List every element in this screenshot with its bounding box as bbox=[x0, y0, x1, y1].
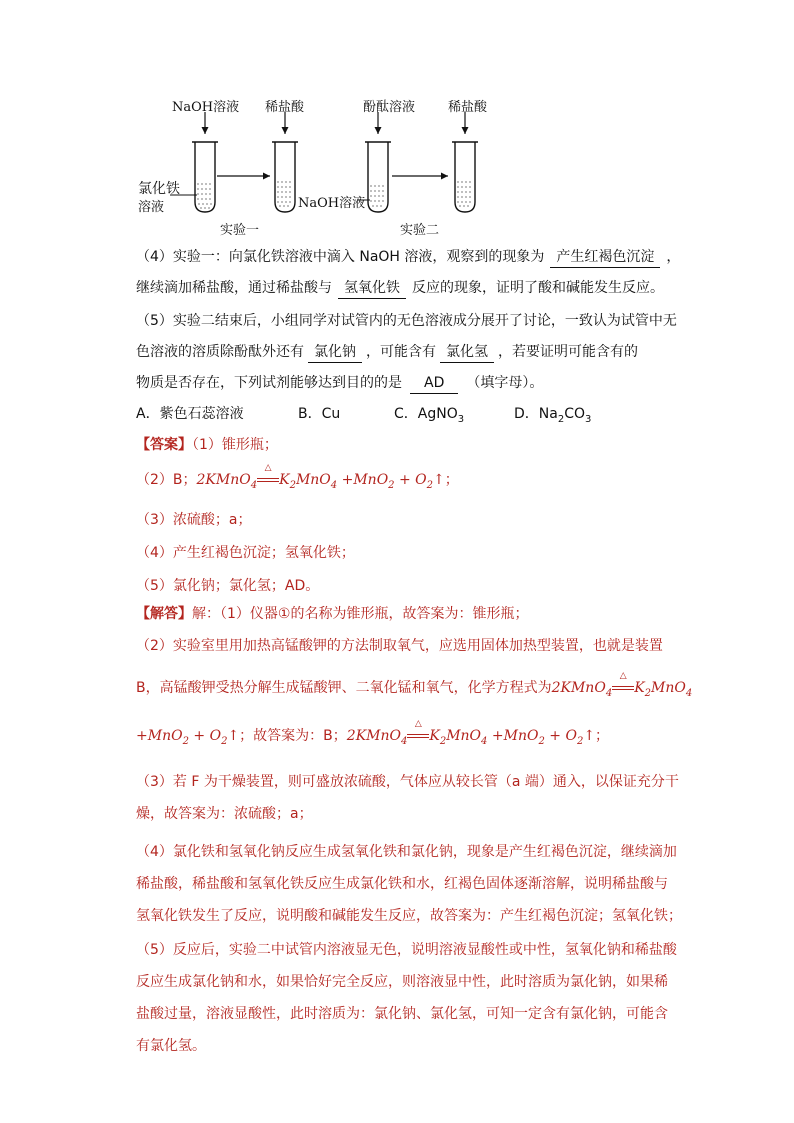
fecl3-label-2: 溶液 bbox=[138, 200, 165, 215]
option-b: B．Cu bbox=[298, 406, 341, 422]
equation-solution-2: 2KMnO$_4$ △ $K_2MnO_4 +MnO_2$ + $O_2↑$ bbox=[346, 718, 596, 747]
experiment-1-label: 实验一 bbox=[220, 223, 260, 238]
q5-blank-1: 氯化钠 bbox=[308, 342, 362, 363]
answer-line-2: （2）B；2KMnO$_4$ △ $K_2MnO_4 +MnO_2$ + $O_2↑$； bbox=[136, 463, 459, 491]
q5-blank-2: 氯化氢 bbox=[440, 342, 494, 363]
hcl-label-2: 稀盐酸 bbox=[448, 100, 488, 115]
test-tube-4 bbox=[452, 142, 478, 212]
question-4: （4）实验一：向氯化铁溶液中滴入 NaOH 溶液，观察到的现象为 产生红褐色沉淀 ， 继续滴加稀盐酸，通过稀盐酸与 氢氧化铁 反应的现象，证明了酸和碱能发生反应。 bbox=[136, 242, 696, 304]
naoh-side-label: NaOH溶液 bbox=[298, 196, 366, 211]
q5-blank-3: AD bbox=[410, 373, 458, 394]
phenolphthalein-label: 酚酞溶液 bbox=[363, 100, 416, 115]
fecl3-label: 氯化铁 bbox=[138, 181, 180, 197]
solution-tag: 【解答】 bbox=[136, 606, 192, 622]
experiment-figure bbox=[120, 90, 520, 240]
equation-answer: 2KMnO$_4$ △ $K_2MnO_4 +MnO_2$ + $O_2↑$ bbox=[196, 463, 445, 491]
test-tube-2 bbox=[272, 142, 298, 212]
equation-solution-1: 2KMnO$_4$ △ $K_2MnO_4$ bbox=[551, 671, 693, 699]
q4-blank-2: 氢氧化铁 bbox=[338, 278, 406, 299]
question-5: （5）实验二结束后，小组同学对试管内的无色溶液成分展开了讨论，一致认为试管中无 色溶液的溶质除酚酞外还有 氯化钠 ，可能含有 氯化氢 ，若要证明可能含有的 物质是否存在，下列试剂能够达到目的的是 AD （填字母）。 bbox=[136, 306, 696, 399]
naoh-label: NaOH溶液 bbox=[172, 100, 240, 115]
experiment-2-label: 实验二 bbox=[400, 223, 440, 238]
q4-blank-1: 产生红褐色沉淀 bbox=[550, 247, 660, 268]
option-c: C．AgNO$_3$ bbox=[394, 406, 465, 425]
equation-solution-1-cont: $+MnO_2 + O_2↑$ bbox=[136, 727, 240, 747]
answer-section: 【答案】（1）锥形瓶； （2）B；2KMnO$_4$ △ $K_2MnO_4 +MnO_2$ + $O_2↑$； （3）浓硫酸；a； （4）产生红褐色沉淀；氢氧化铁； （5）氯化钠；氯化氢；AD。 bbox=[136, 430, 696, 602]
test-tube-3 bbox=[365, 142, 391, 212]
option-d: D．$Na_2CO_3$ bbox=[514, 406, 592, 425]
hcl-label-1: 稀盐酸 bbox=[265, 100, 305, 115]
answer-tag: 【答案】 bbox=[136, 437, 192, 453]
solution-section: 【解答】解：（1）仪器①的名称为锥形瓶，故答案为：锥形瓶； （2）实验室里用加热高锰酸钾的方法制取氧气，应选用固体加热型装置，也就是装置 B，高锰酸钾受热分解生成锰酸钾、二氧化锰和氧气，化学方程式为2KMnO$_4$ △ $K_2MnO_4$ $+MnO_2 + O_2↑$；故答案为：B；2KMnO$_4$ △ $K_2MnO_4 +MnO_2$ + $O_2↑$； （3）若 F 为干燥装置，则可盛放浓硫酸，气体应从较长管（a 端）通入，以保证充分干 燥，故答案为：浓硫酸；a； （4）氯化铁和氢氧化钠反应生成氢氧化铁和氯化钠，现象是产生红褐色沉淀，继续滴加 稀盐酸，稀盐酸和氢氧化铁反应生成氯化铁和水，红褐色固体逐渐溶解，说明稀盐酸与 氢氧化铁发生了反应，说明酸和碱能发生反应，故答案为：产生红褐色沉淀；氢氧化铁； （5）反应后，实验二中试管内溶液显无色，说明溶液显酸性或中性，氢氧化钠和稀盐酸 反应生成氯化钠和水，如果恰好完全反应，则溶液显中性，此时溶质为氯化钠，如果稀 盐酸过量，溶液显酸性，此时溶质为：氯化钠、氯化氢，可知一定含有氯化钠，可能含 有氯化氢。 bbox=[136, 606, 693, 1054]
test-tube-1 bbox=[192, 142, 218, 212]
option-a: A．紫色石蕊溶液 bbox=[136, 406, 244, 422]
